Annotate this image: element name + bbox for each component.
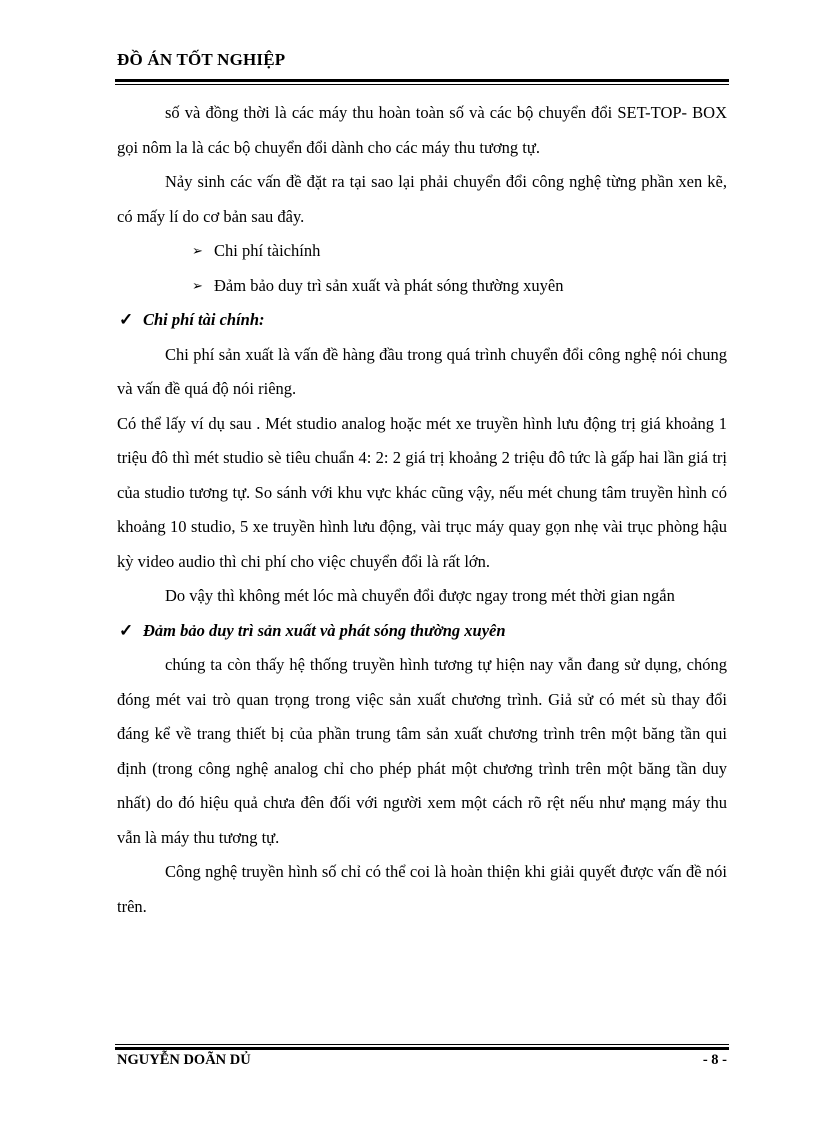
- paragraph-1: số và đồng thời là các máy thu hoàn toàn số và các bộ chuyển đổi SET-TOP- BOX gọi nôm la là các bộ chuyển đổi dành cho các máy thu tương tự.: [117, 103, 727, 157]
- page-number: - 8 -: [702, 1052, 727, 1068]
- paragraph-4: Có thể lấy ví dụ sau . Mét studio analog hoặc mét xe truyền hình lưu động trị giá khoảng 1 triệu đô thì mét studio sè tiêu chuẩn 4: 2: 2 giá trị khoảng 2 triệu đô tức là gấp hai lần giá trị của studio tương tự. So sánh với khu vực khác cũng vậy, nếu mét chung tâm truyền hình có khoảng 10 studio, 5 xe truyền hình lưu động, vài trục máy quay gọn nhẹ vài trục phòng hậu kỳ video audio thì chi phí cho việc chuyển đổi là rất lớn.: [117, 413, 727, 571]
- bullet-item: [117, 269, 727, 304]
- bullet-text: Chi phí tàichính: [214, 241, 321, 260]
- paragraph-7: Công nghệ truyền hình số chỉ có thể coi là hoàn thiện khi giải quyết được vấn đề nói trên.: [117, 862, 727, 916]
- bullet-text: Đảm bảo duy trì sản xuất và phát sóng thường xuyên: [214, 275, 564, 295]
- section-heading-production: [117, 614, 727, 649]
- page-body: [117, 96, 727, 924]
- arrowhead-bullet-icon: ➢: [192, 277, 203, 293]
- footer-divider: [115, 1044, 729, 1050]
- paragraph-3: Chi phí sản xuất là vấn đề hàng đầu trong quá trình chuyển đổi công nghệ nói chung và vấn đề quá độ nói riêng.: [117, 344, 727, 398]
- header-divider: [115, 79, 729, 85]
- section-heading-text: Chi phí tài chính:: [143, 310, 265, 329]
- paragraph-5: Do vậy thì không mét lóc mà chuyển đổi được ngay trong mét thời gian ngắn: [165, 586, 675, 605]
- bullet-item: [117, 234, 727, 269]
- document-header-title: ĐỒ ÁN TỐT NGHIỆP: [117, 50, 286, 69]
- arrowhead-bullet-icon: ➢: [192, 243, 203, 258]
- checkmark-icon: ✓: [119, 310, 134, 329]
- section-heading-finance: [117, 303, 727, 338]
- footer-author: NGUYỄN DOÃN DỦ: [117, 1052, 251, 1068]
- section-heading-text: Đảm bảo duy trì sản xuất và phát sóng thường xuyên: [143, 620, 506, 640]
- checkmark-icon: ✓: [119, 620, 134, 640]
- paragraph-6: chúng ta còn thấy hệ thống truyền hình tương tự hiện nay vẫn đang sử dụng, chóng đóng mét vai trò quan trọng trong việc sản xuất chương trình. Giả sử có mét sù thay đổi đáng kể về trang thiết bị của phần trung tâm sản xuất chương trình trên một băng tần qui định (trong công nghệ analog chỉ cho phép phát một chương trình trên một băng tần duy nhất) do đó hiệu quả chưa đên đối với người xem một cách rõ rệt nếu như mạng máy thu vẫn là máy thu tương tự.: [117, 655, 727, 847]
- paragraph-2: Nảy sinh các vấn đề đặt ra tại sao lại phải chuyển đổi công nghệ từng phần xen kẽ, có mấy lí do cơ bản sau đây.: [117, 172, 727, 226]
